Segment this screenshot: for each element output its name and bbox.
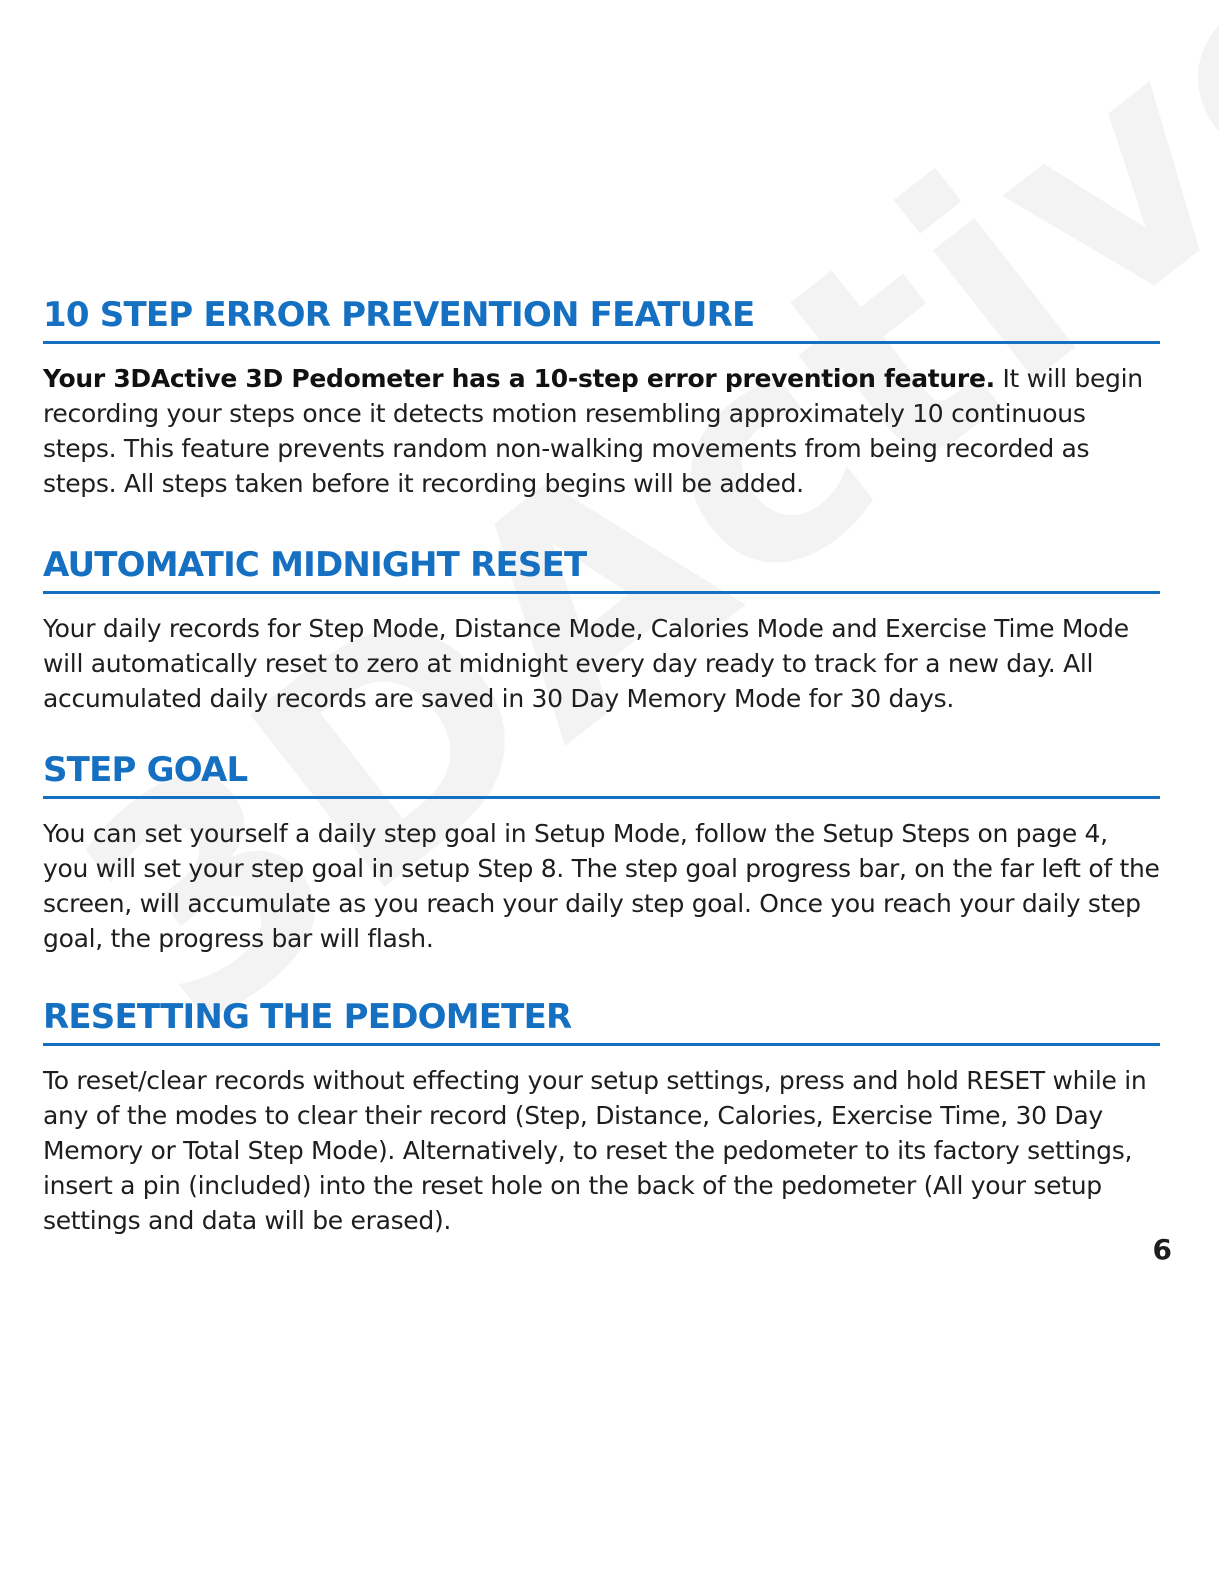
section-heading: AUTOMATIC MIDNIGHT RESET [43,545,1160,594]
section-step-goal [43,750,1160,956]
section-heading: STEP GOAL [43,750,1160,799]
section-error-prevention [43,295,1160,501]
section-paragraph [43,361,1160,501]
lead-sentence: Your 3DActive 3D Pedometer has a 10-step error prevention feature. [43,364,995,393]
section-resetting-pedometer [43,997,1160,1238]
section-heading: RESETTING THE PEDOMETER [43,997,1160,1046]
page-number: 6 [1152,1233,1172,1266]
section-midnight-reset [43,545,1160,716]
paragraph-text: It will begin recording your steps once it detects motion resembling approximately 10 continuous steps. This feature prevents random non-walking movements from being recorded as steps. All steps taken before it recording begins will be added. [43,364,1143,498]
section-paragraph: Your daily records for Step Mode, Distance Mode, Calories Mode and Exercise Time Mode will automatically reset to zero at midnight every day ready to track for a new day. All accumulated daily records are saved in 30 Day Memory Mode for 30 days. [43,614,1129,713]
section-paragraph: To reset/clear records without effecting your setup settings, press and hold RESET while in any of the modes to clear their record (Step, Distance, Calories, Exercise Time, 30 Day Memory or Total Step Mode). Alternatively, to reset the pedometer to its factory settings, insert a pin (included) into the reset hole on the back of the pedometer (All your setup settings and data will be erased). [43,1066,1147,1235]
section-heading: 10 STEP ERROR PREVENTION FEATURE [43,295,1160,344]
section-paragraph: You can set yourself a daily step goal in Setup Mode, follow the Setup Steps on page 4, you will set your step goal in setup Step 8. The step goal progress bar, on the far left of the screen, will accumulate as you reach your daily step goal. Once you reach your daily step goal, the progress bar will flash. [43,819,1160,953]
